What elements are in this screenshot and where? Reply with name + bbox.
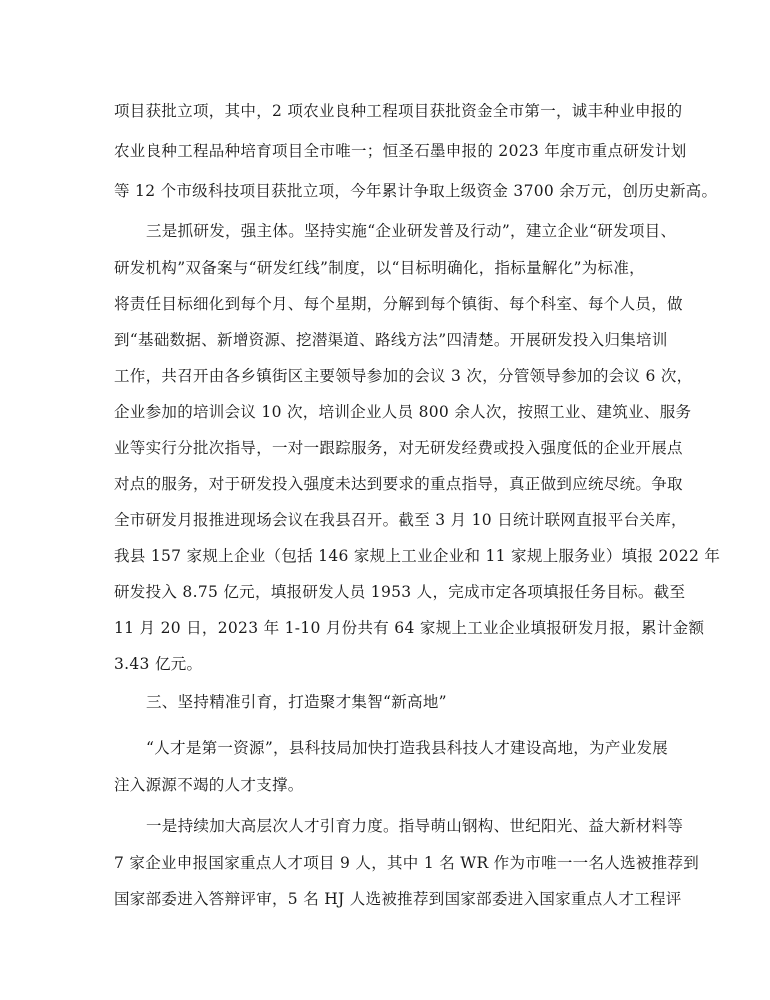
text-line: 全市研发月报推进现场会议在我县召开。截至 3 月 10 日统计联网直报平台关库，: [114, 511, 687, 529]
text-line: 等 12 个市级科技项目获批立项，今年累计争取上级资金 3700 余万元，创历史新高。: [114, 182, 718, 200]
paragraph-first-line: 一是持续加大高层次人才引育力度。指导萌山钢构、世纪阳光、益大新材料等: [146, 817, 684, 835]
text-line: 对点的服务，对于研发投入强度未达到要求的重点指导，真正做到应统尽统。争取: [114, 475, 683, 493]
text-line: 业等实行分批次指导，一对一跟踪服务，对无研发经费或投入强度低的企业开展点: [114, 439, 683, 457]
text-line: 工作，共召开由各乡镇街区主要领导参加的会议 3 次，分管领导参加的会议 6 次，: [114, 367, 693, 385]
text-line: 7 家企业申报国家重点人才项目 9 人，其中 1 名 WR 作为市唯一一名人选被推荐到: [114, 854, 700, 872]
text-line: 我县 157 家规上企业（包括 146 家规上工业企业和 11 家规上服务业）填报 2022 年: [114, 547, 721, 565]
text-line: 国家部委进入答辩评审，5 名 HJ 人选被推荐到国家部委进入国家重点人才工程评: [114, 890, 682, 908]
text-line: 注入源源不竭的人才支撑。: [114, 776, 304, 794]
paragraph-first-line: “人才是第一资源”，县科技局加快打造我县科技人才建设高地，为产业发展: [146, 739, 669, 757]
text-line: 到“基础数据、新增资源、挖潜渠道、路线方法”四清楚。开展研发投入归集培训: [114, 331, 668, 349]
text-line: 3.43 亿元。: [114, 655, 203, 673]
text-line: 将责任目标细化到每个月、每个星期，分解到每个镇街、每个科室、每个人员，做: [114, 295, 683, 313]
text-line: 项目获批立项，其中，2 项农业良种工程项目获批资金全市第一，诚丰种业申报的: [114, 102, 683, 120]
text-line: 研发机构”双备案与“研发红线”制度，以“目标明确化，指标量解化”为标准，: [114, 259, 645, 277]
text-line: 研发投入 8.75 亿元，填报研发人员 1953 人，完成市定各项填报任务目标。截至: [114, 583, 686, 601]
text-line: 11 月 20 日，2023 年 1-10 月份共有 64 家规上工业企业填报研发月报，累计金额: [114, 619, 705, 637]
paragraph-first-line: 三是抓研发，强主体。坚持实施“企业研发普及行动”，建立企业“研发项目、: [146, 222, 677, 240]
text-line: 企业参加的培训会议 10 次，培训企业人员 800 余人次，按照工业、建筑业、服务: [114, 403, 692, 421]
section-heading: 三、坚持精准引育，打造聚才集智“新高地”: [146, 693, 447, 711]
text-line: 农业良种工程品种培育项目全市唯一；恒圣石墨申报的 2023 年度市重点研发计划: [114, 142, 687, 160]
